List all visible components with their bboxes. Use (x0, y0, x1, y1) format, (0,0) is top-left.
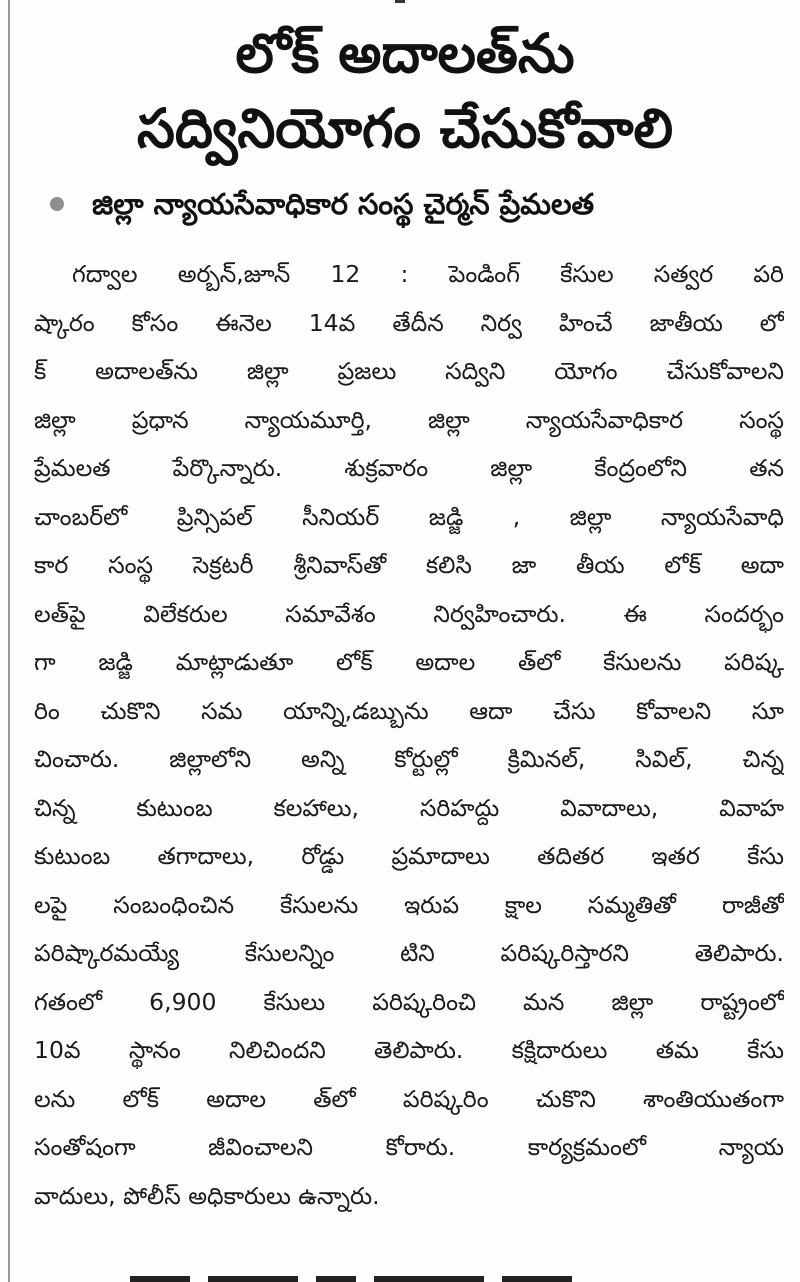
headline-line-2: సద్వినియోగం చేసుకోవాలి (136, 97, 674, 160)
subheadline (50, 182, 790, 226)
body-line: లపై సంబంధించిన కేసులను ఇరుప క్షాల సమ్మతితో రాజీతో (34, 890, 784, 919)
body-line: క్ అదాలత్‌ను జిల్లా ప్రజలు సద్విని యోగం చేసుకోవాలని (34, 357, 784, 385)
body-line: పరిష్కారమయ్యే కేసులన్నిం టిని పరిష్కరిస్తారని తెలిపారు. (34, 939, 784, 967)
body-line: ష్కారం కోసం ఈనెల 14వ తేదీన నిర్వ హించే జాతీయ లో (34, 308, 784, 337)
body-line: కుటుంబ తగాదాలు, రోడ్డు ప్రమాదాలు తదితర ఇతర కేసు (34, 842, 784, 870)
body-line: 10వ స్థానం నిలిచిందని తెలిపారు. కక్షిదారులు తమ కేసు (34, 1036, 784, 1064)
body-line: గా జడ్జి మాట్లాడుతూ లోక్ అదాల త్‌లో కేసులను పరిష్క (34, 648, 784, 676)
cropped-text-fragment-bottom (130, 1266, 650, 1282)
body-line: కార సంస్థ సెక్రటరీ శ్రీనివాస్‌తో కలిసి జా తీయ లోక్ అదా (34, 551, 784, 579)
body-line: చించారు. జిల్లాలోని అన్ని కోర్టుల్లో క్రిమినల్, సివిల్, చిన్న (34, 745, 784, 773)
body-line: సంతోషంగా జీవించాలని కోరారు. కార్యక్రమంలో న్యాయ (34, 1133, 784, 1161)
bullet-icon (50, 197, 64, 211)
body-line: చిన్న కుటుంబ కలహాలు, సరిహద్దు వివాదాలు, వివాహ (34, 793, 784, 822)
body-line: రిం చుకొని సమ యాన్ని,డబ్బును ఆదా చేసు కోవాలని సూ (34, 696, 784, 725)
body-line: ప్రేమలత పేర్కొన్నారు. శుక్రవారం జిల్లా కేంద్రంలోని తన (34, 454, 784, 482)
body-line: లత్‌పై విలేకరుల సమావేశం నిర్వహించారు. ఈ సందర్భం (34, 599, 784, 628)
cropped-text-fragment-top (395, 0, 405, 3)
body-line: జిల్లా ప్రధాన న్యాయమూర్తి, జిల్లా న్యాయసేవాధికార సంస్థ (34, 405, 784, 434)
body-line: గద్వాల అర్బన్,జూన్ 12 : పెండింగ్ కేసుల సత్వర పరి (72, 260, 784, 288)
body-line: గతంలో 6,900 కేసులు పరిష్కరించి మన జిల్లా రాష్ట్రంలో (34, 987, 784, 1016)
body-line: చాంబర్‌లో ప్రిన్సిపల్ సీనియర్ జడ్జి , జిల్లా న్యాయసేవాధి (34, 502, 784, 531)
article-body (34, 250, 784, 1220)
body-line: వాదులు, పోలీస్ అధికారులు ఉన్నారు. (34, 1181, 380, 1210)
headline-line-1: లోక్ అదాలత్‌ను (235, 22, 575, 85)
subheadline-text: జిల్లా న్యాయసేవాధికార సంస్థ చైర్మన్ ప్రేమలత (92, 187, 595, 221)
column-divider (8, 0, 10, 1282)
body-line: లను లోక్ అదాల త్‌లో పరిష్కరిం చుకొని శాంతియుతంగా (34, 1084, 784, 1113)
